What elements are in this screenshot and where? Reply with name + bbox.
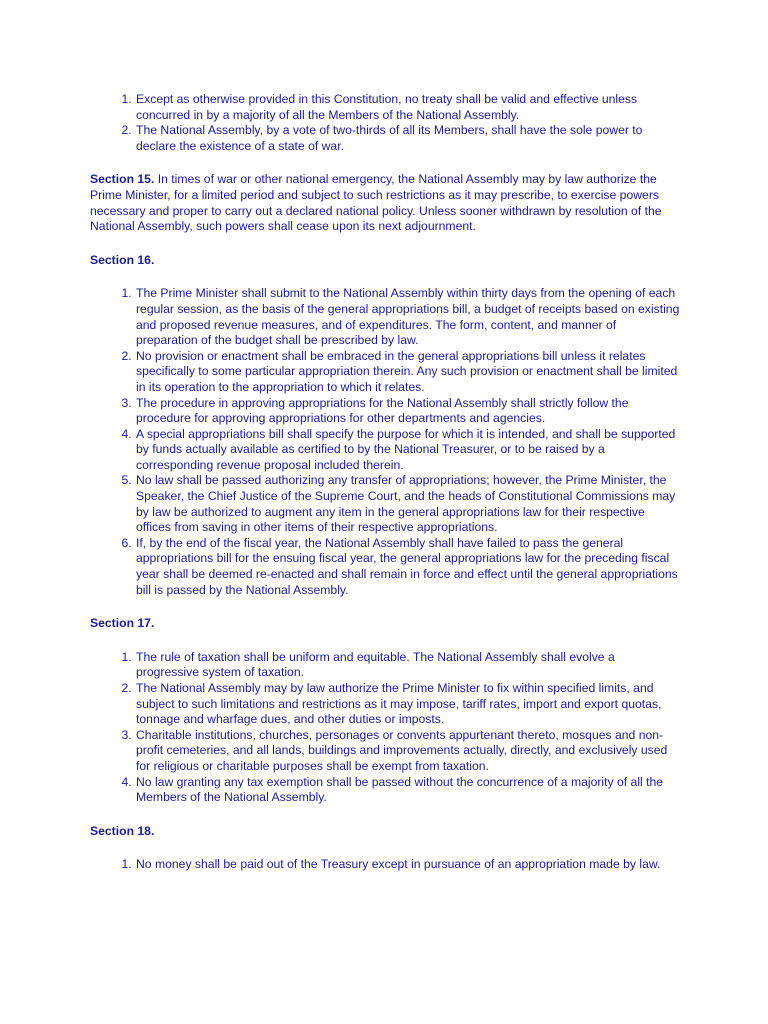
section-18-list xyxy=(90,857,680,873)
list-item: 6. If, by the end of the fiscal year, the National Assembly shall have failed to pass the general appropriations bill for the ensuing fiscal year, the general appropriations law for the preceding fiscal year shall be deemed re-enacted and shall remain in force and effect until the general appropriations bill is passed by the National Assembly. xyxy=(135,536,680,598)
section-15-text: In times of war or other national emergency, the National Assembly may by law authorize the Prime Minister, for a limited period and subject to such restrictions as it may prescribe, to exercise powers necessary and proper to carry out a declared national policy. Unless sooner withdrawn by resolution of the National Assembly, such powers shall cease upon its next adjournment. xyxy=(90,172,662,234)
treaty-war-list xyxy=(90,92,680,154)
list-item: 1. Except as otherwise provided in this Constitution, no treaty shall be valid and effective unless concurred in by a majority of all the Members of the National Assembly. xyxy=(135,92,680,123)
list-item: 2. The National Assembly, by a vote of two-thirds of all its Members, shall have the sole power to declare the existence of a state of war. xyxy=(135,123,680,154)
section-15-paragraph xyxy=(90,172,680,234)
list-item: 2. No provision or enactment shall be embraced in the general appropriations bill unless it relates specifically to some particular appropriation therein. Any such provision or enactment shall be limited in its operation to the appropriation to which it relates. xyxy=(135,349,680,396)
document-page xyxy=(90,92,680,891)
list-item: 1. The Prime Minister shall submit to the National Assembly within thirty days from the opening of each regular session, as the basis of the general appropriations bill, a budget of receipts based on existing and proposed revenue measures, and of expenditures. The form, content, and manner of preparation of the budget shall be prescribed by law. xyxy=(135,286,680,348)
section-15-heading: Section 15. xyxy=(90,172,155,187)
list-item: 1. The rule of taxation shall be uniform and equitable. The National Assembly shall evolve a progressive system of taxation. xyxy=(135,650,680,681)
list-item: 3. Charitable institutions, churches, personages or convents appurtenant thereto, mosques and non-profit cemeteries, and all lands, buildings and improvements actually, directly, and exclusively used for religious or charitable purposes shall be exempt from taxation. xyxy=(135,728,680,775)
list-item: 4. A special appropriations bill shall specify the purpose for which it is intended, and shall be supported by funds actually available as certified to by the National Treasurer, or to be raised by a corresponding revenue proposal included therein. xyxy=(135,427,680,474)
list-item: 1. No money shall be paid out of the Treasury except in pursuance of an appropriation made by law. xyxy=(135,857,680,873)
list-item: 4. No law granting any tax exemption shall be passed without the concurrence of a majority of all the Members of the National Assembly. xyxy=(135,775,680,806)
section-16-heading: Section 16. xyxy=(90,252,155,267)
section-16-list xyxy=(90,286,680,598)
list-item: 5. No law shall be passed authorizing any transfer of appropriations; however, the Prime Minister, the Speaker, the Chief Justice of the Supreme Court, and the heads of Constitutional Commissions may by law be authorized to augment any item in the general appropriations law for their respective offices from saving in other items of their respective appropriations. xyxy=(135,473,680,535)
list-item: 3. The procedure in approving appropriations for the National Assembly shall strictly follow the procedure for approving appropriations for other departments and agencies. xyxy=(135,396,680,427)
section-17-heading: Section 17. xyxy=(90,616,155,631)
section-18-heading: Section 18. xyxy=(90,823,155,838)
section-17-list xyxy=(90,650,680,806)
list-item: 2. The National Assembly may by law authorize the Prime Minister to fix within specified limits, and subject to such limitations and restrictions as it may impose, tariff rates, import and export quotas, tonnage and wharfage dues, and other duties or imposts. xyxy=(135,681,680,728)
